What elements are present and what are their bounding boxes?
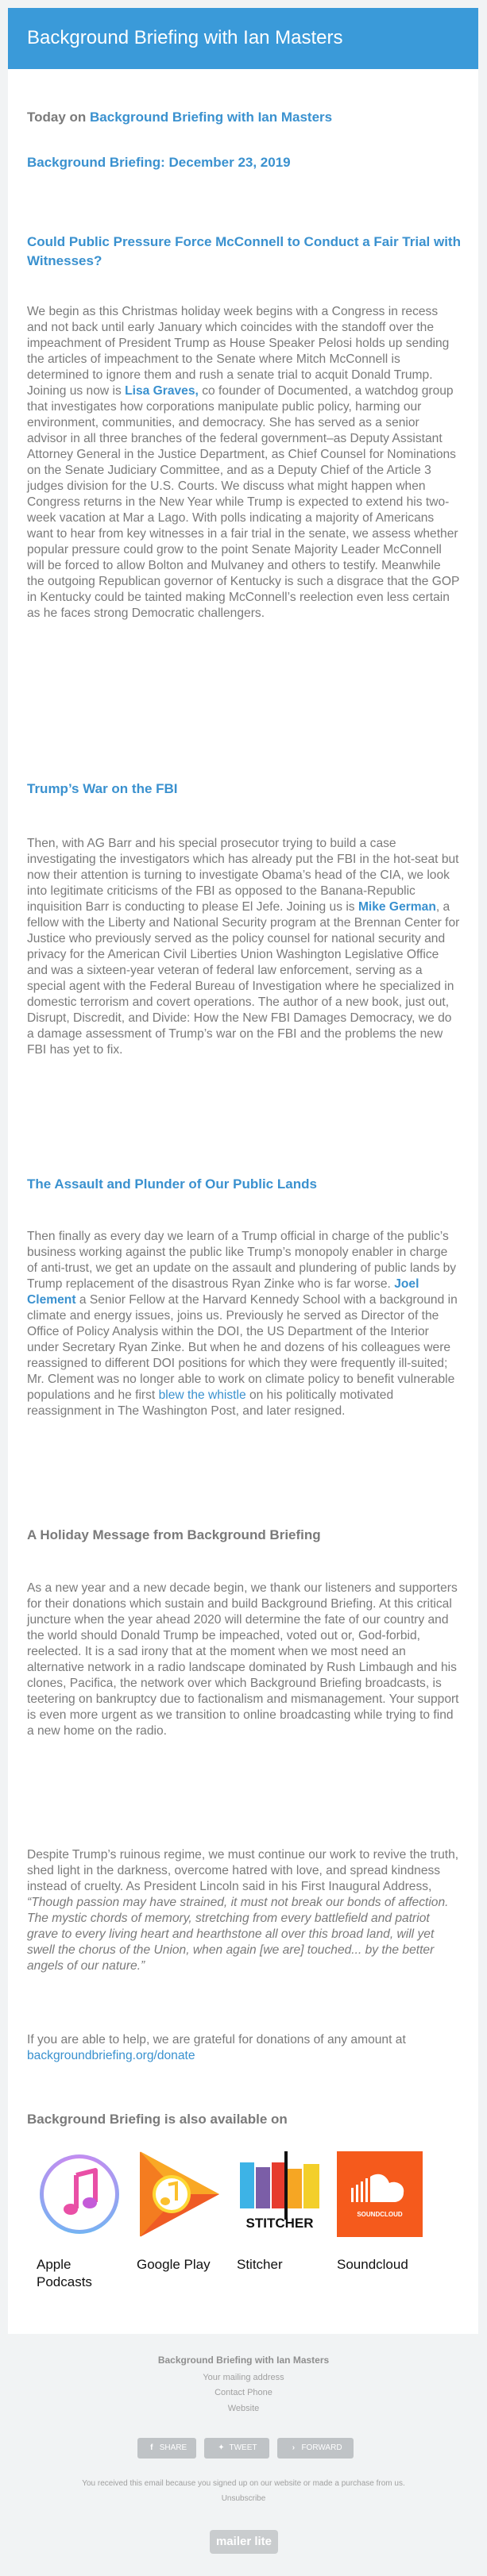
share-bar [0,2438,487,2459]
email-header [8,8,478,69]
footer-title: Background Briefing with Ian Masters [157,2355,330,2366]
footer-website[interactable]: Website [227,2404,260,2413]
apple-podcasts-icon[interactable] [37,2151,122,2237]
section2-text: Then, with AG Barr and his special prosecutor trying to build a case investigating the investigators which has already put the FBI in the hot-seat but now their attention is turning to investigate Obama’s head of the CIA, we look into legitimate criticisms of the FBI as opposed to the Banana-Republic inquisition Barr is conducting to please El Jefe. Joining us is [27,837,459,914]
app-label[interactable]: Soundcloud [337,2257,408,2272]
section2-text-cont: , a fellow with the Liberty and National Security program at the Brennan Center for Justice who previously served as the policy counsel for national security and privacy for the American Civil Liberties Union Washington Legislative Office and was a sixteen-year veteran of federal law enforcement, serving as a special agent with the Federal Bureau of Investigation where he specialized in domestic terrorism and covert operations. The author of a new book, just out, Disrupt, Discredit, and Divide: How the New FBI Damages Democracy, we do a damage assessment of Trump’s war on the FBI and the problems the new FBI has yet to fix. [27,900,460,1057]
share-button[interactable] [137,2438,196,2459]
share-label: SHARE [159,2443,187,2452]
show-link[interactable]: Background Briefing with Ian Masters [90,110,333,125]
soundcloud-icon[interactable] [337,2151,423,2237]
mailerlite-badge[interactable]: mailer lite [210,2530,278,2554]
podcast-apps [27,2151,461,2294]
today-line [27,110,332,125]
episode-title[interactable]: Background Briefing: December 23, 2019 [27,155,291,170]
app-stitcher[interactable] [227,2151,323,2294]
app-label[interactable]: Google Play [137,2257,211,2272]
section1-text: We begin as this Christmas holiday week begins with a Congress in recess and not back until early January which coincides with the standoff over the impeachment of President Trump as House Speaker Pelosi holds up sending the articles of impeachment to the Senate where Mitch McConnell is determined to ignore them and rush a senate trial to acquit Donald Trump. Joining us now is [27,305,450,398]
unsubscribe-link[interactable]: Unsubscribe [221,2494,266,2503]
footer-address: Your mailing address [203,2373,284,2382]
twitter-icon: ✦ [218,2443,225,2452]
footer-phone: Contact Phone [215,2388,272,2397]
guest-link-lisa-graves[interactable]: Lisa Graves, [125,384,199,398]
section1-text-cont: co founder of Documented, a watchdog group that investigates how corporations manipulate public policy, harming our environment, communities, and democracy. She has served as a senior advisor in all three branches of the federal government–as Deputy Assistant Attorney General in the Justice Department, as Chief Counsel for Nominations on the Senate Judiciary Committee, and as a Deputy Chief of the Article 3 judges division for the U.S. Courts. We discuss what might happen when Congress returns in the New Year while Trump is expected to extend his two- week vacation at Mar a Lago. With polls indicating a majority of Americans want to hear from key witnesses in a fair trial in the senate, we assess whether popular pressure could grow to the point Senate Majority Leader McConnell will be forced to allow Bolton and Mulvaney and others to testify. Meanwhile the outgoing Republican governor of Kentucky is such a disgrace that the GOP in Kentucky could be tainted making McConnell’s reelection even less certain as he faces strong Democratic challengers. [27,384,460,620]
google-play-icon[interactable] [137,2151,222,2237]
section2-heading[interactable]: Trump’s War on the FBI [27,781,178,796]
donate-para [27,2032,461,2064]
section2-body [27,836,461,1058]
tweet-label: TWEET [229,2443,257,2452]
holiday-para2 [27,1847,461,1974]
guest-link-joel-clement[interactable]: Joel Clement [27,1277,419,1307]
section4-heading: A Holiday Message from Background Briefing [27,1527,321,1542]
tweet-button[interactable] [204,2438,269,2459]
facebook-icon: f [150,2443,153,2452]
app-label[interactable]: Apple Podcasts [37,2257,92,2289]
section3-body [27,1229,461,1419]
app-google-play[interactable] [127,2151,222,2294]
forward-button[interactable] [277,2438,354,2459]
today-prefix: Today on [27,110,91,125]
section3-text-cont: on his politically motivated reassignment in The Washington Post, and later resigned. [27,1388,394,1418]
section3-text-mid: a Senior Fellow at the Harvard Kennedy School with a background in climate and energy issues, joins us. Previously he served as Director of the Office of Policy Analysis within the DOI, the US Department of the Interior under Secretary Ryan Zinke. But when he and dozens of his colleagues were reassigned to different DOI positions for which they were frequently ill-suited; Mr. Clement was no longer able to work on climate policy to benefit vulnerable populations and he first [27,1293,458,1402]
available-heading: Background Briefing is also available on [27,2112,288,2127]
section3-text: Then finally as every day we learn of a Trump official in charge of the public’s business working against the public like Trump’s monopoly enabler in charge of anti-trust, we get an update on the assault and plundering of public lands by Trump replacement of the disastrous Ryan Zinke who is far worse. [27,1230,457,1291]
app-soundcloud[interactable] [327,2151,423,2294]
email-footer [0,2334,487,2576]
app-apple-podcasts[interactable] [27,2151,122,2294]
soundcloud-logo-text: SOUNDCLOUD [357,2211,403,2218]
stitcher-icon[interactable] [237,2151,323,2237]
app-label[interactable]: Stitcher [237,2257,283,2272]
section1-body [27,304,461,622]
holiday-para2-text: Despite Trump’s ruinous regime, we must continue our work to revive the truth, shed light in the darkness, overcome hatred with love, and spread kindness instead of cruelty. As President Lincoln said in his First Inaugural Address, [27,1848,459,1893]
guest-link-mike-german[interactable]: Mike German [358,900,436,914]
section3-heading[interactable]: The Assault and Plunder of Our Public Lands [27,1176,317,1192]
stitcher-logo-text: STITCHER [245,2216,314,2231]
header-title: Background Briefing with Ian Masters [27,27,343,48]
forward-label: FORWARD [301,2443,342,2452]
whistle-link[interactable]: blew the whistle [158,1388,246,1402]
holiday-para1: As a new year and a new decade begin, we thank our listeners and supporters for their donations which sustain and build Background Briefing. At this critical juncture when the year ahead 2020 will determine the fate of our country and the world should Donald Trump be impeached, voted out or, God-forbid, reelected. It is a sad irony that at the moment when we most need an alternative network in a radio landscape dominated by Rush Limbaugh and his clones, Pacifica, the network over which Background Briefing broadcasts, is teetering on bankruptcy due to factionalism and mismanagement. Your support is even more urgent as we transition to online broadcasting while trying to find a new home on the radio. [27,1581,459,1738]
section1-heading[interactable]: Could Public Pressure Force McConnell to Conduct a Fair Trial with Witnesses? [27,234,461,268]
forward-icon: › [292,2443,296,2452]
donate-text: If you are able to help, we are grateful for donations of any amount at [27,2033,406,2047]
lincoln-quote: “Though passion may have strained, it must not break our bonds of affection. The mystic chords of memory, stretching from every battlefield and patriot grave to every living heart and hearthstone all over this broad land, will yet swell the chorus of the Union, when again [we are] touched... by the better angels of our nature.” [27,1896,449,1973]
footer-notice: You received this email because you signed up on our website or made a purchase from us. [82,2479,405,2488]
email-card [8,8,478,2334]
donate-link[interactable]: backgroundbriefing.org/donate [27,2049,195,2062]
